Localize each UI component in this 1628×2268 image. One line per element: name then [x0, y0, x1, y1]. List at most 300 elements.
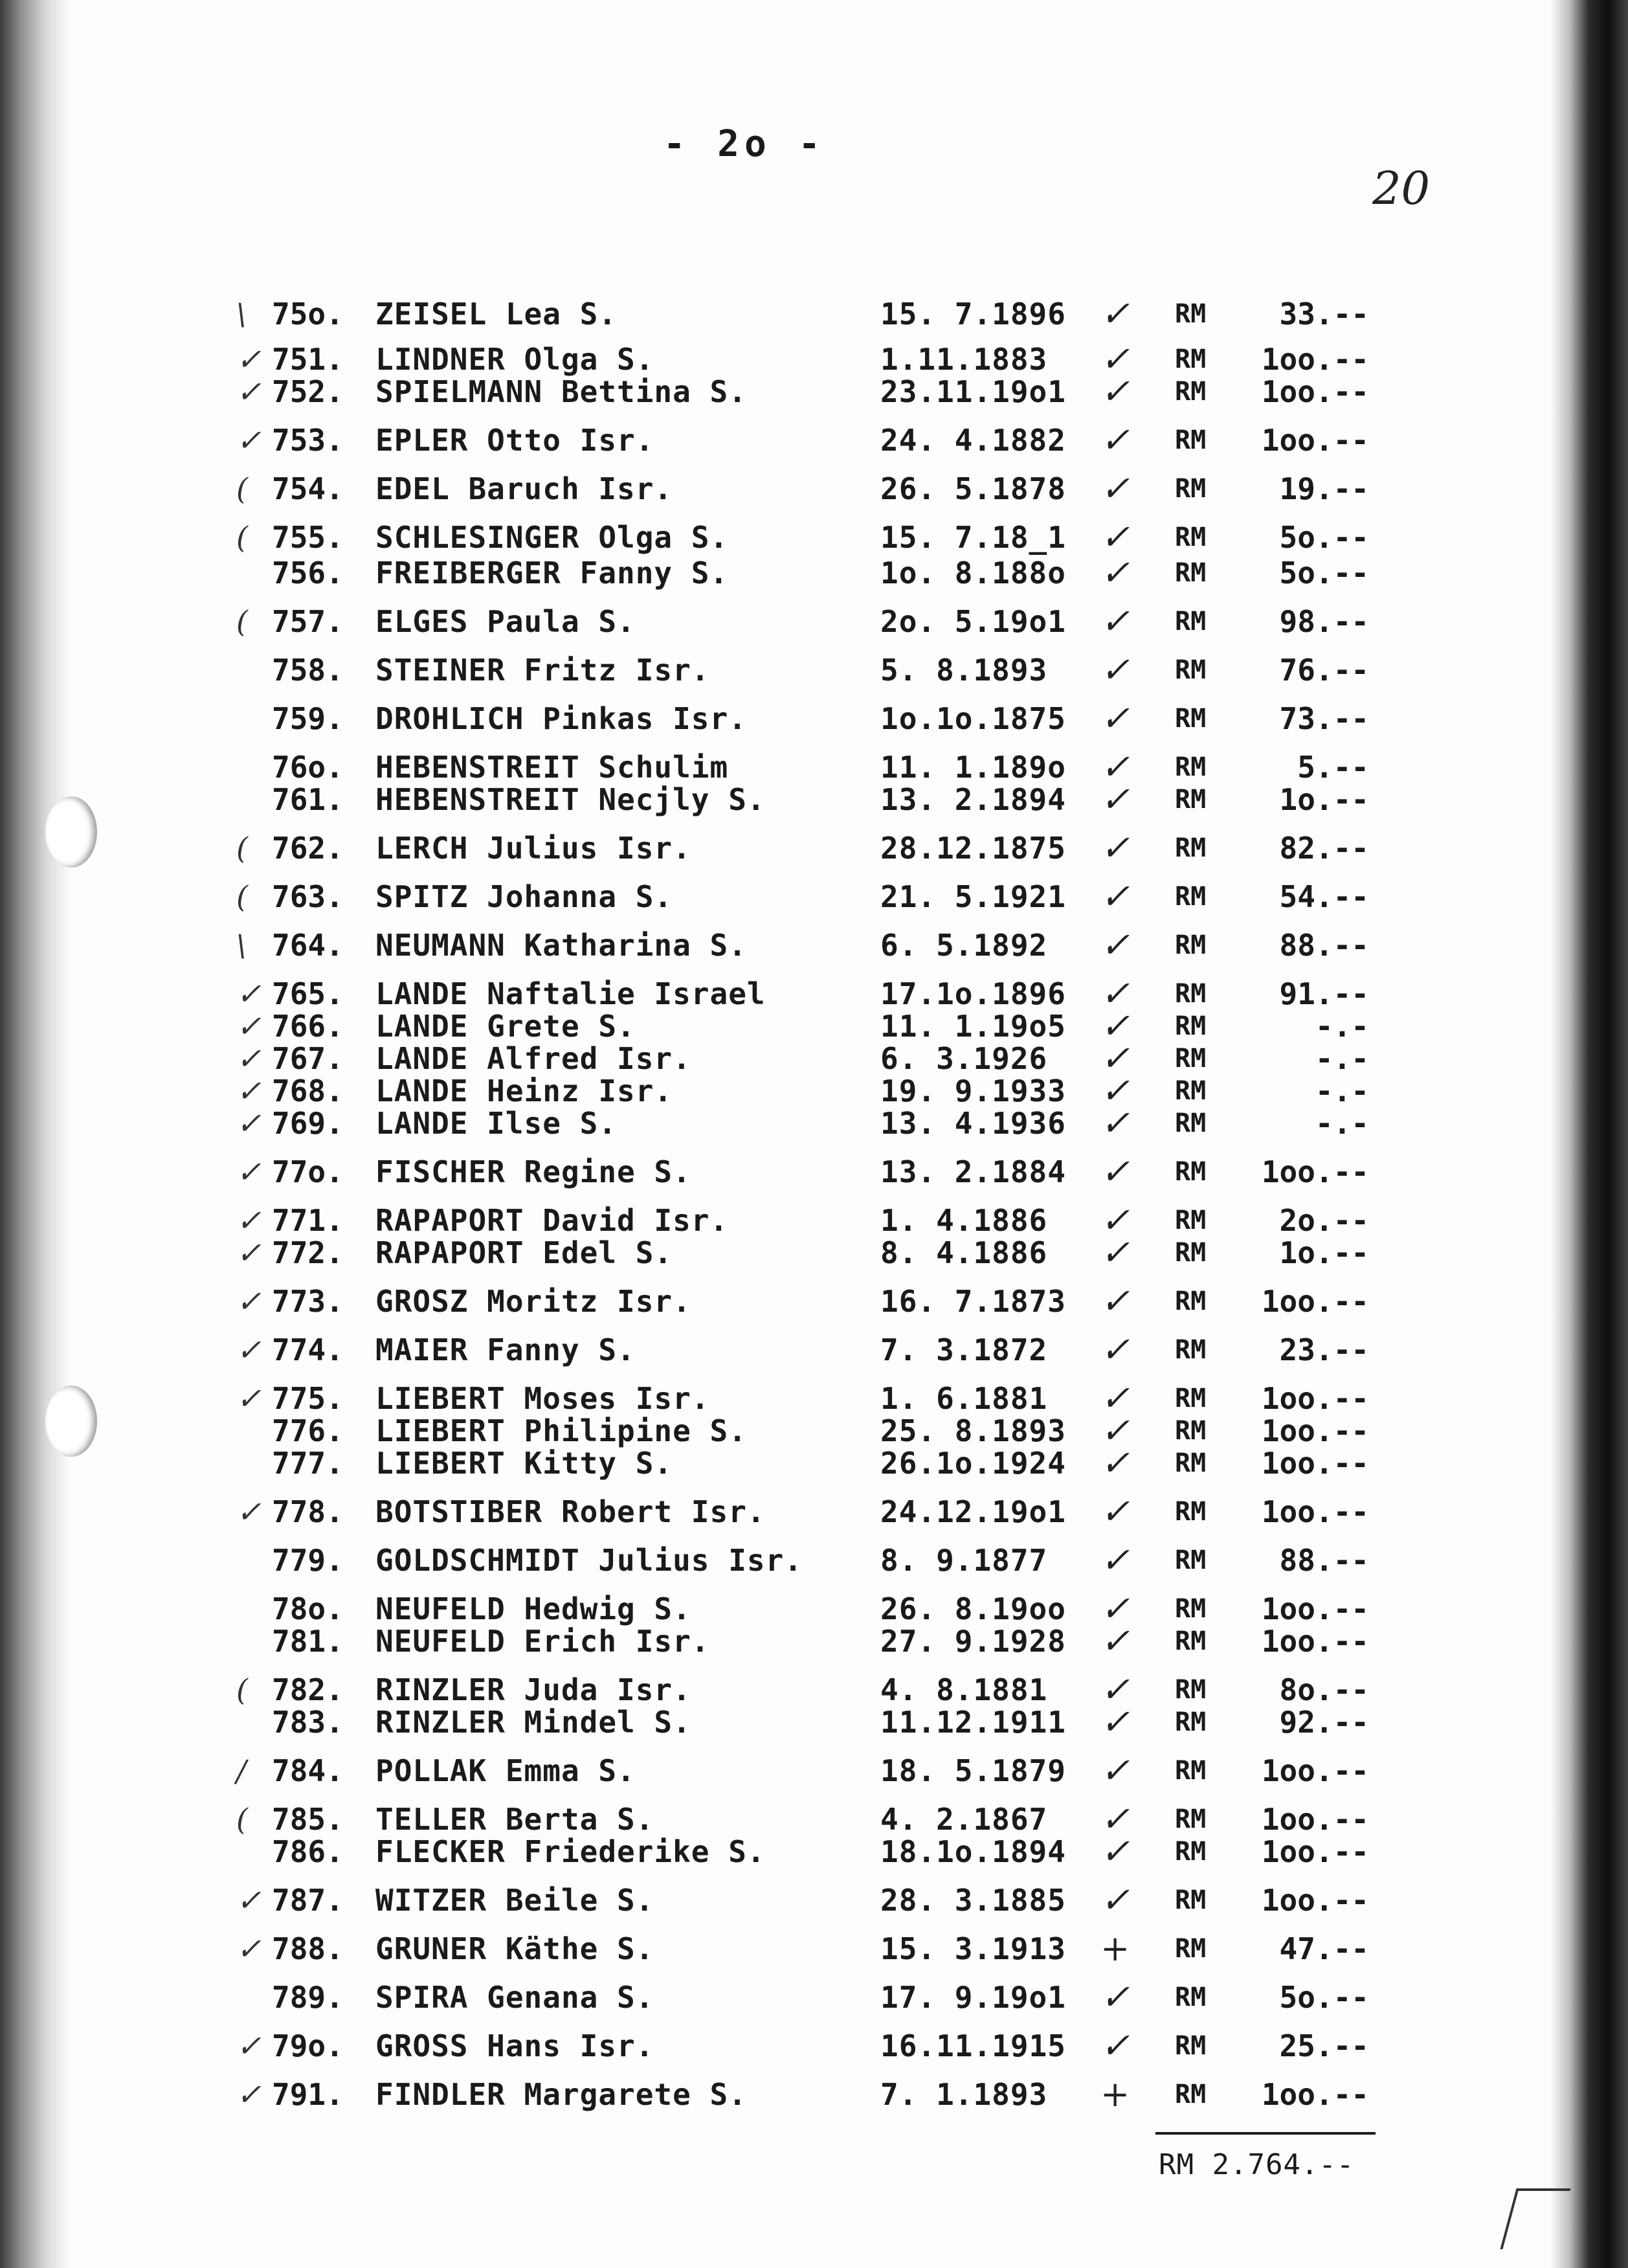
list-item — [0, 1978, 1489, 2017]
row-number: 769. — [272, 1106, 344, 1141]
row-currency: RM — [1175, 704, 1207, 734]
row-amount: 73.-- — [1279, 701, 1369, 736]
row-currency: RM — [1175, 1626, 1207, 1656]
row-name: NEUFELD Hedwig S. — [375, 1591, 691, 1626]
row-number: 753. — [272, 423, 344, 458]
row-number: 786. — [272, 1834, 344, 1869]
row-check-mark: + — [1100, 2074, 1130, 2115]
row-check-mark: ✓ — [1100, 925, 1130, 965]
list-item — [0, 1703, 1489, 1742]
row-currency: RM — [1175, 1837, 1207, 1867]
row-check-mark: ✓ — [1100, 2025, 1130, 2066]
row-amount: 1oo.-- — [1261, 374, 1369, 409]
row-currency: RM — [1175, 425, 1207, 455]
row-check-mark: ✓ — [1100, 1588, 1130, 1629]
row-amount: -.- — [1315, 1073, 1369, 1108]
row-name: LANDE Alfred Isr. — [375, 1041, 691, 1076]
row-check-mark: ✓ — [1100, 1750, 1130, 1791]
row-birth-date: 6. 5.1892 — [880, 928, 1048, 963]
row-number: 76o. — [272, 750, 344, 785]
row-margin-mark: ✓ — [236, 1041, 262, 1076]
row-amount: 91.-- — [1279, 976, 1369, 1011]
row-currency: RM — [1175, 2080, 1207, 2109]
row-number: 768. — [272, 1073, 344, 1108]
row-check-mark: ✓ — [1100, 1151, 1130, 1192]
row-check-mark: ✓ — [1100, 1443, 1130, 1483]
row-check-mark: ✓ — [1100, 779, 1130, 820]
row-amount: 1oo.-- — [1261, 1446, 1369, 1481]
row-number: 778. — [272, 1494, 344, 1529]
row-amount: 88.-- — [1279, 1543, 1369, 1578]
row-name: RAPAPORT David Isr. — [375, 1203, 729, 1238]
row-amount: 1oo.-- — [1261, 342, 1369, 377]
row-number: 77o. — [272, 1154, 344, 1189]
row-amount: 1oo.-- — [1261, 1624, 1369, 1659]
row-margin-mark: ✓ — [236, 2077, 262, 2112]
row-margin-mark: ✓ — [236, 342, 262, 377]
row-margin-mark: ✓ — [236, 423, 262, 458]
row-currency: RM — [1175, 785, 1207, 814]
row-check-mark: ✓ — [1100, 1329, 1130, 1370]
row-check-mark: ✓ — [1100, 371, 1130, 412]
row-check-mark: ✓ — [1100, 1831, 1130, 1872]
row-birth-date: 6. 3.1926 — [880, 1041, 1048, 1076]
list-item — [0, 829, 1489, 868]
row-birth-date: 21. 5.1921 — [880, 879, 1066, 914]
row-name: GROSS Hans Isr. — [375, 2028, 654, 2063]
row-margin-mark: ✓ — [236, 2028, 262, 2063]
row-name: SCHLESINGER Olga S. — [375, 520, 729, 555]
row-birth-date: 4. 2.1867 — [880, 1802, 1048, 1837]
row-birth-date: 23.11.19o1 — [880, 374, 1066, 409]
total-amount: RM 2.764.-- — [1159, 2148, 1355, 2181]
row-birth-date: 26. 5.1878 — [880, 471, 1066, 506]
row-check-mark: ✓ — [1100, 1070, 1130, 1111]
total-underline — [1155, 2132, 1376, 2135]
scan-edge-right — [1550, 0, 1628, 2268]
row-margin-mark: ✓ — [236, 1203, 262, 1238]
row-check-mark: ✓ — [1100, 1799, 1130, 1839]
row-number: 752. — [272, 374, 344, 409]
row-number: 772. — [272, 1235, 344, 1270]
row-number: 754. — [272, 471, 344, 506]
row-currency: RM — [1175, 1804, 1207, 1834]
list-item — [0, 295, 1489, 333]
row-name: FLECKER Friederike S. — [375, 1834, 766, 1869]
list-item — [0, 2075, 1489, 2114]
row-currency: RM — [1175, 1044, 1207, 1073]
row-check-mark: ✓ — [1100, 1669, 1130, 1710]
row-check-mark: ✓ — [1100, 649, 1130, 690]
row-currency: RM — [1175, 377, 1207, 407]
row-currency: RM — [1175, 833, 1207, 863]
row-margin-mark: \ — [236, 297, 247, 331]
row-number: 771. — [272, 1203, 344, 1238]
row-margin-mark: ( — [236, 520, 248, 555]
row-birth-date: 19. 9.1933 — [880, 1073, 1066, 1108]
row-birth-date: 11.12.1911 — [880, 1705, 1066, 1740]
row-number: 788. — [272, 1931, 344, 1966]
row-name: WITZER Beile S. — [375, 1883, 654, 1918]
row-name: RAPAPORT Edel S. — [375, 1235, 673, 1270]
row-amount: 5o.-- — [1279, 556, 1369, 590]
row-amount: -.- — [1315, 1009, 1369, 1044]
row-number: 784. — [272, 1753, 344, 1788]
row-birth-date: 17.1o.1896 — [880, 976, 1066, 1011]
row-currency: RM — [1175, 1934, 1207, 1964]
row-birth-date: 24.12.19o1 — [880, 1494, 1066, 1529]
row-birth-date: 28. 3.1885 — [880, 1883, 1066, 1918]
row-check-mark: ✓ — [1100, 876, 1130, 917]
row-number: 766. — [272, 1009, 344, 1044]
row-currency: RM — [1175, 655, 1207, 685]
list-item — [0, 518, 1489, 557]
row-name: GOLDSCHMIDT Julius Isr. — [375, 1543, 803, 1578]
row-currency: RM — [1175, 1982, 1207, 2012]
row-amount: 1oo.-- — [1261, 1802, 1369, 1837]
row-amount: 82.-- — [1279, 831, 1369, 866]
row-margin-mark: / — [236, 1753, 247, 1788]
page-number: - 2o - — [663, 123, 826, 165]
row-name: TELLER Berta S. — [375, 1802, 654, 1837]
row-birth-date: 27. 9.1928 — [880, 1624, 1066, 1659]
row-currency: RM — [1175, 930, 1207, 960]
row-margin-mark: ( — [236, 1802, 248, 1837]
row-number: 775. — [272, 1381, 344, 1416]
row-check-mark: ✓ — [1100, 747, 1130, 787]
row-currency: RM — [1175, 1675, 1207, 1705]
row-margin-mark: ✓ — [236, 1106, 262, 1141]
list-item — [0, 699, 1489, 738]
row-birth-date: 25. 8.1893 — [880, 1413, 1066, 1448]
row-margin-mark: ✓ — [236, 1073, 262, 1108]
row-birth-date: 18. 5.1879 — [880, 1753, 1066, 1788]
row-birth-date: 1. 6.1881 — [880, 1381, 1048, 1416]
row-number: 761. — [272, 782, 344, 817]
row-currency: RM — [1175, 1335, 1207, 1365]
list-item — [0, 926, 1489, 965]
row-check-mark: ✓ — [1100, 517, 1130, 557]
list-item — [0, 1330, 1489, 1369]
row-currency: RM — [1175, 607, 1207, 636]
row-number: 781. — [272, 1624, 344, 1659]
row-check-mark: ✓ — [1100, 293, 1130, 334]
row-amount: 88.-- — [1279, 928, 1369, 963]
row-birth-date: 15. 7.1896 — [880, 297, 1066, 331]
row-name: GROSZ Moritz Isr. — [375, 1284, 691, 1319]
row-birth-date: 1o. 8.188o — [880, 556, 1066, 590]
list-item — [0, 372, 1489, 411]
row-margin-mark: ✓ — [236, 1235, 262, 1270]
row-currency: RM — [1175, 474, 1207, 504]
row-number: 758. — [272, 653, 344, 688]
row-currency: RM — [1175, 1594, 1207, 1624]
row-check-mark: ✓ — [1100, 1880, 1130, 1920]
row-check-mark: ✓ — [1100, 1378, 1130, 1419]
row-birth-date: 4. 8.1881 — [880, 1672, 1048, 1707]
row-name: SPIELMANN Bettina S. — [375, 374, 747, 409]
row-birth-date: 8. 4.1886 — [880, 1235, 1048, 1270]
row-amount: 5o.-- — [1279, 1980, 1369, 2015]
row-margin-mark: ✓ — [236, 1931, 262, 1966]
row-amount: 92.-- — [1279, 1705, 1369, 1740]
row-check-mark: + — [1100, 1928, 1130, 1969]
row-name: EPLER Otto Isr. — [375, 423, 654, 458]
row-check-mark: ✓ — [1100, 420, 1130, 460]
row-name: STEINER Fritz Isr. — [375, 653, 710, 688]
row-currency: RM — [1175, 1756, 1207, 1786]
row-currency: RM — [1175, 558, 1207, 588]
row-number: 777. — [272, 1446, 344, 1481]
row-currency: RM — [1175, 344, 1207, 374]
row-birth-date: 18.1o.1894 — [880, 1834, 1066, 1869]
row-name: LERCH Julius Isr. — [375, 831, 691, 866]
row-number: 767. — [272, 1041, 344, 1076]
row-check-mark: ✓ — [1100, 1540, 1130, 1580]
row-check-mark: ✓ — [1100, 468, 1130, 509]
row-amount: 2o.-- — [1279, 1203, 1369, 1238]
row-name: LINDNER Olga S. — [375, 342, 654, 377]
row-check-mark: ✓ — [1100, 1200, 1130, 1241]
row-birth-date: 28.12.1875 — [880, 831, 1066, 866]
row-name: EDEL Baruch Isr. — [375, 471, 673, 506]
row-number: 765. — [272, 976, 344, 1011]
row-check-mark: ✓ — [1100, 1977, 1130, 2017]
row-currency: RM — [1175, 1885, 1207, 1915]
row-check-mark: ✓ — [1100, 698, 1130, 739]
row-name: RINZLER Mindel S. — [375, 1705, 691, 1740]
row-check-mark: ✓ — [1100, 339, 1130, 379]
row-currency: RM — [1175, 979, 1207, 1009]
row-birth-date: 26. 8.19oo — [880, 1591, 1066, 1626]
list-item — [0, 1492, 1489, 1531]
list-item — [0, 1541, 1489, 1580]
row-amount: 1oo.-- — [1261, 423, 1369, 458]
row-birth-date: 5. 8.1893 — [880, 653, 1048, 688]
row-number: 751. — [272, 342, 344, 377]
list-item — [0, 1751, 1489, 1790]
list-item — [0, 1929, 1489, 1968]
list-item — [0, 651, 1489, 690]
row-amount: 1oo.-- — [1261, 1883, 1369, 1918]
row-check-mark: ✓ — [1100, 827, 1130, 868]
row-amount: -.- — [1315, 1041, 1369, 1076]
row-margin-mark: ✓ — [236, 1154, 262, 1189]
row-margin-mark: \ — [236, 928, 247, 963]
row-currency: RM — [1175, 1206, 1207, 1235]
row-margin-mark: ( — [236, 831, 248, 866]
row-check-mark: ✓ — [1100, 601, 1130, 642]
row-name: ELGES Paula S. — [375, 604, 636, 639]
row-currency: RM — [1175, 1011, 1207, 1041]
row-currency: RM — [1175, 1238, 1207, 1268]
row-amount: 19.-- — [1279, 471, 1369, 506]
row-number: 774. — [272, 1332, 344, 1367]
list-item — [0, 1233, 1489, 1272]
row-amount: 1oo.-- — [1261, 2077, 1369, 2112]
row-check-mark: ✓ — [1100, 552, 1130, 593]
row-number: 779. — [272, 1543, 344, 1578]
row-birth-date: 1. 4.1886 — [880, 1203, 1048, 1238]
row-margin-mark: ( — [236, 604, 248, 639]
row-currency: RM — [1175, 2031, 1207, 2061]
row-margin-mark: ✓ — [236, 1009, 262, 1044]
row-margin-mark: ✓ — [236, 374, 262, 409]
row-number: 757. — [272, 604, 344, 639]
row-amount: 25.-- — [1279, 2028, 1369, 2063]
row-currency: RM — [1175, 1497, 1207, 1527]
row-check-mark: ✓ — [1100, 1103, 1130, 1143]
row-amount: 1oo.-- — [1261, 1591, 1369, 1626]
row-check-mark: ✓ — [1100, 1491, 1130, 1532]
row-number: 773. — [272, 1284, 344, 1319]
row-number: 776. — [272, 1413, 344, 1448]
row-amount: 1oo.-- — [1261, 1381, 1369, 1416]
row-amount: 47.-- — [1279, 1931, 1369, 1966]
row-currency: RM — [1175, 1416, 1207, 1446]
row-amount: 76.-- — [1279, 653, 1369, 688]
row-number: 759. — [272, 701, 344, 736]
row-amount: 1oo.-- — [1261, 1834, 1369, 1869]
row-check-mark: ✓ — [1100, 1005, 1130, 1046]
list-item — [0, 554, 1489, 592]
row-check-mark: ✓ — [1100, 973, 1130, 1014]
list-item — [0, 1622, 1489, 1661]
row-check-mark: ✓ — [1100, 1701, 1130, 1742]
row-margin-mark: ✓ — [236, 1883, 262, 1918]
row-number: 787. — [272, 1883, 344, 1918]
list-item — [0, 1152, 1489, 1191]
row-birth-date: 2o. 5.19o1 — [880, 604, 1066, 639]
row-name: NEUFELD Erich Isr. — [375, 1624, 710, 1659]
row-name: FISCHER Regine S. — [375, 1154, 691, 1189]
row-currency: RM — [1175, 1076, 1207, 1106]
row-name: LANDE Heinz Isr. — [375, 1073, 673, 1108]
row-birth-date: 1.11.1883 — [880, 342, 1048, 377]
row-name: LANDE Ilse S. — [375, 1106, 618, 1141]
list-item — [0, 1104, 1489, 1143]
list-item — [0, 2027, 1489, 2065]
row-name: NEUMANN Katharina S. — [375, 928, 747, 963]
list-item — [0, 1444, 1489, 1483]
row-currency: RM — [1175, 299, 1207, 329]
row-name: SPITZ Johanna S. — [375, 879, 673, 914]
row-margin-mark: ✓ — [236, 1381, 262, 1416]
row-amount: 1o.-- — [1279, 782, 1369, 817]
list-item — [0, 469, 1489, 508]
row-name: FREIBERGER Fanny S. — [375, 556, 729, 590]
row-birth-date: 11. 1.19o5 — [880, 1009, 1066, 1044]
row-name: DROHLICH Pinkas Isr. — [375, 701, 747, 736]
row-number: 783. — [272, 1705, 344, 1740]
row-amount: 1oo.-- — [1261, 1154, 1369, 1189]
row-birth-date: 7. 1.1893 — [880, 2077, 1048, 2112]
row-amount: 8o.-- — [1279, 1672, 1369, 1707]
row-number: 79o. — [272, 2028, 344, 2063]
row-number: 789. — [272, 1980, 344, 2015]
row-currency: RM — [1175, 1286, 1207, 1316]
row-birth-date: 16. 7.1873 — [880, 1284, 1066, 1319]
row-margin-mark: ( — [236, 471, 248, 506]
list-item — [0, 877, 1489, 916]
row-birth-date: 11. 1.189o — [880, 750, 1066, 785]
row-name: FINDLER Margarete S. — [375, 2077, 747, 2112]
row-currency: RM — [1175, 1448, 1207, 1478]
row-birth-date: 13. 2.1884 — [880, 1154, 1066, 1189]
row-number: 791. — [272, 2077, 344, 2112]
row-name: LANDE Naftalie Israel — [375, 976, 766, 1011]
row-margin-mark: ✓ — [236, 976, 262, 1011]
row-amount: 1o.-- — [1279, 1235, 1369, 1270]
row-amount: 1oo.-- — [1261, 1413, 1369, 1448]
row-margin-mark: ( — [236, 879, 248, 914]
row-margin-mark: ✓ — [236, 1494, 262, 1529]
row-number: 782. — [272, 1672, 344, 1707]
row-amount: 1oo.-- — [1261, 1753, 1369, 1788]
row-name: SPIRA Genana S. — [375, 1980, 654, 2015]
row-birth-date: 26.1o.1924 — [880, 1446, 1066, 1481]
row-currency: RM — [1175, 1157, 1207, 1187]
row-name: ZEISEL Lea S. — [375, 297, 618, 331]
row-check-mark: ✓ — [1100, 1232, 1130, 1273]
row-number: 763. — [272, 879, 344, 914]
row-birth-date: 1o.1o.1875 — [880, 701, 1066, 736]
row-name: LIEBERT Kitty S. — [375, 1446, 673, 1481]
row-amount: 1oo.-- — [1261, 1284, 1369, 1319]
list-item — [0, 1881, 1489, 1920]
row-amount: 98.-- — [1279, 604, 1369, 639]
row-birth-date: 7. 3.1872 — [880, 1332, 1048, 1367]
row-amount: 33.-- — [1279, 297, 1369, 331]
row-birth-date: 15. 7.18_1 — [880, 520, 1066, 555]
row-birth-date: 24. 4.1882 — [880, 423, 1066, 458]
row-margin-mark: ✓ — [236, 1284, 262, 1319]
row-check-mark: ✓ — [1100, 1281, 1130, 1321]
row-name: MAIER Fanny S. — [375, 1332, 636, 1367]
row-birth-date: 8. 9.1877 — [880, 1543, 1048, 1578]
row-number: 762. — [272, 831, 344, 866]
row-name: LIEBERT Philipine S. — [375, 1413, 747, 1448]
row-margin-mark: ( — [236, 1672, 248, 1707]
row-name: LANDE Grete S. — [375, 1009, 636, 1044]
row-amount: -.- — [1315, 1106, 1369, 1141]
row-name: LIEBERT Moses Isr. — [375, 1381, 710, 1416]
row-currency: RM — [1175, 1545, 1207, 1575]
row-check-mark: ✓ — [1100, 1621, 1130, 1661]
row-birth-date: 13. 2.1894 — [880, 782, 1066, 817]
row-amount: 23.-- — [1279, 1332, 1369, 1367]
row-amount: 5.-- — [1297, 750, 1369, 785]
row-birth-date: 17. 9.19o1 — [880, 1980, 1066, 2015]
row-number: 764. — [272, 928, 344, 963]
row-currency: RM — [1175, 522, 1207, 552]
row-check-mark: ✓ — [1100, 1038, 1130, 1079]
row-currency: RM — [1175, 882, 1207, 912]
row-birth-date: 16.11.1915 — [880, 2028, 1066, 2063]
row-name: RINZLER Juda Isr. — [375, 1672, 691, 1707]
row-birth-date: 13. 4.1936 — [880, 1106, 1066, 1141]
row-number: 756. — [272, 556, 344, 590]
row-currency: RM — [1175, 1108, 1207, 1138]
row-check-mark: ✓ — [1100, 1410, 1130, 1451]
row-number: 75o. — [272, 297, 344, 331]
row-birth-date: 15. 3.1913 — [880, 1931, 1066, 1966]
handwritten-page-number: 20 — [1372, 162, 1431, 215]
list-item — [0, 602, 1489, 641]
row-amount: 5o.-- — [1279, 520, 1369, 555]
row-name: GRUNER Käthe S. — [375, 1931, 654, 1966]
row-number: 78o. — [272, 1591, 344, 1626]
